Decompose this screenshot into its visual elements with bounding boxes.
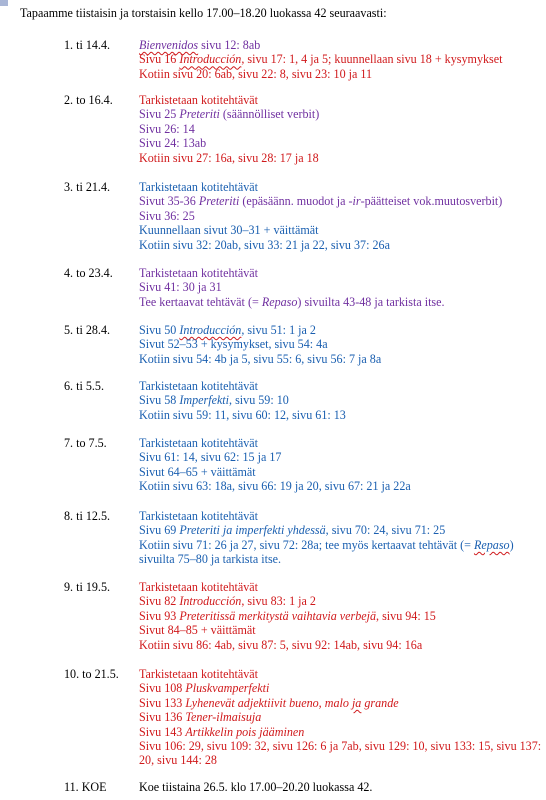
italic-term: Pluskvamperfekti <box>185 681 270 696</box>
task-text: Sivu 136 <box>139 710 186 725</box>
task-line <box>139 238 544 252</box>
session-tasks <box>139 323 544 366</box>
task-text: , sivu 51: 1 ja 2 <box>241 323 316 337</box>
task-text: Kotiin sivu 27: 16a, sivu 28: 17 ja 18 <box>139 150 319 165</box>
task-text: , sivu 94: 15 <box>376 608 436 623</box>
task-line <box>139 580 544 594</box>
task-text: Sivut 64–65 + väittämät <box>139 464 256 479</box>
task-text: Tarkistetaan kotitehtävät <box>139 436 259 450</box>
task-line <box>139 107 544 121</box>
task-text: (epäsäänn. muodot ja <box>239 194 349 209</box>
task-text: , sivu 70: 24, sivu 71: 25 <box>325 523 446 538</box>
task-line <box>139 379 544 393</box>
italic-term: grande <box>361 695 399 710</box>
task-text: Sivu 93 <box>139 608 180 623</box>
task-text: Sivu 61: 14, sivu 62: 15 ja 17 <box>139 450 282 465</box>
session-label: 6. ti 5.5. <box>64 379 104 393</box>
italic-term: Preteriti <box>179 107 220 122</box>
session-tasks <box>139 667 544 768</box>
task-line <box>139 151 544 165</box>
task-text: Sivu 106: 29, sivu 109: 32, sivu 126: 6 ja 7ab, sivu 129: 10, sivu 133: 15, sivu 137: 20, sivu 144: 28 <box>139 739 542 768</box>
session-tasks <box>139 436 544 494</box>
task-line <box>139 436 544 450</box>
task-line <box>139 609 544 623</box>
task-text: Kotiin sivu 54: 4b ja 5, sivu 55: 6, sivu 56: 7 ja 8a <box>139 351 382 366</box>
task-line <box>139 323 544 337</box>
task-line <box>139 509 544 523</box>
session-label: 8. ti 12.5. <box>64 509 111 523</box>
task-text: Sivu 143 <box>139 724 186 739</box>
session-label: 9. ti 19.5. <box>64 580 111 594</box>
task-line <box>139 696 544 710</box>
task-line <box>139 594 544 608</box>
session-tasks <box>139 180 544 252</box>
task-line <box>139 352 544 366</box>
task-text: Koe tiistaina 26.5. klo 17.00–20.20 luokassa 42. <box>139 780 373 794</box>
task-text: , sivu 17: 1, 4 ja 5; kuunnellaan sivu 18 + kysymykset <box>241 52 503 67</box>
task-line <box>139 408 544 422</box>
italic-term: Artikkelin pois jääminen <box>185 724 305 739</box>
session-tasks <box>139 266 544 309</box>
task-text: -päätteiset vok.muutosverbit) <box>360 194 503 209</box>
task-line <box>139 393 544 407</box>
italic-term: Lyhenevät adjektiivit bueno, malo <box>185 695 352 710</box>
session-label: 10. to 21.5. <box>64 667 119 681</box>
task-line <box>139 538 544 567</box>
session-tasks <box>139 509 544 567</box>
task-text: Sivu 133 <box>139 695 186 710</box>
task-text: ) sivuilta 43-48 ja tarkista itse. <box>297 294 445 309</box>
task-text: Kotiin sivu 32: 20ab, sivu 33: 21 ja 22, sivu 37: 26a <box>139 237 390 252</box>
task-line <box>139 93 544 107</box>
italic-term: ja <box>351 695 362 710</box>
italic-term: Preteriti ja imperfekti yhdessä <box>179 523 326 538</box>
task-text: Sivu 25 <box>139 107 180 122</box>
task-text: Sivu 16 <box>139 52 180 67</box>
task-text: Kotiin sivu 71: 26 ja 27, sivu 72: 28a; tee myös kertaavat tehtävät (= <box>139 537 474 552</box>
task-text: Sivu 69 <box>139 523 180 538</box>
italic-term: Introducción <box>179 52 242 67</box>
session-label: 4. to 23.4. <box>64 266 113 280</box>
task-line <box>139 280 544 294</box>
task-line <box>139 725 544 739</box>
task-text: Kotiin sivu 86: 4ab, sivu 87: 5, sivu 92: 14ab, sivu 94: 16a <box>139 637 423 652</box>
corner-marker <box>0 0 8 6</box>
task-text: Tarkistetaan kotitehtävät <box>139 509 259 523</box>
italic-term: Bienvenidos <box>139 38 199 52</box>
italic-term: Preteriti <box>198 194 240 209</box>
task-line <box>139 450 544 464</box>
task-line <box>139 337 544 351</box>
task-text: , sivu 59: 10 <box>229 393 289 408</box>
task-text: Sivu 108 <box>139 681 186 696</box>
task-text: Sivu 24: 13ab <box>139 136 207 151</box>
italic-term: Introducción <box>179 323 242 337</box>
task-text: Sivu 58 <box>139 393 180 408</box>
italic-term: -ir <box>348 194 361 209</box>
session-tasks <box>139 379 544 422</box>
task-text: Tarkistetaan kotitehtävät <box>139 266 259 280</box>
task-text: Tarkistetaan kotitehtävät <box>139 180 259 194</box>
task-line <box>139 52 544 66</box>
task-text: Tarkistetaan kotitehtävät <box>139 93 259 107</box>
session-label: 3. ti 21.4. <box>64 180 111 194</box>
task-line <box>139 681 544 695</box>
task-text: Tee kertaavat tehtävät (= <box>139 294 262 309</box>
task-text: Kotiin sivu 20: 6ab, sivu 22: 8, sivu 23: 10 ja 11 <box>139 66 373 81</box>
task-text: Kuunnellaan sivut 30–31 + väittämät <box>139 223 319 238</box>
task-text: Kotiin sivu 59: 11, sivu 60: 12, sivu 61: 13 <box>139 407 346 422</box>
task-text: Tarkistetaan kotitehtävät <box>139 379 259 393</box>
task-line <box>139 295 544 309</box>
task-line <box>139 465 544 479</box>
task-text: Tarkistetaan kotitehtävät <box>139 580 259 594</box>
task-line <box>139 523 544 537</box>
italic-term: Imperfekti <box>179 393 230 408</box>
session-label: 11. KOE <box>64 780 107 794</box>
task-text: Sivu 41: 30 ja 31 <box>139 280 222 295</box>
task-line <box>139 479 544 493</box>
task-line <box>139 194 544 208</box>
session-tasks <box>139 38 544 81</box>
italic-term: Tener-ilmaisuja <box>185 710 262 725</box>
task-text: Sivut 35-36 <box>139 194 199 209</box>
italic-term: Preteritissä merkitystä vaihtavia verbejä <box>179 608 377 623</box>
task-line <box>139 638 544 652</box>
task-text: Tarkistetaan kotitehtävät <box>139 667 259 681</box>
task-line <box>139 209 544 223</box>
page-heading: Tapaamme tiistaisin ja torstaisin kello 17.00–18.20 luokassa 42 seuraavasti: <box>20 6 387 20</box>
task-line <box>139 739 544 768</box>
task-line <box>139 136 544 150</box>
task-text: Sivut 84–85 + väittämät <box>139 623 256 638</box>
task-line <box>139 122 544 136</box>
task-text: sivu 12: 8ab <box>198 38 261 52</box>
task-text: (säännölliset verbit) <box>219 107 320 122</box>
task-text: Sivu 82 <box>139 594 180 609</box>
task-text: Sivu 50 <box>139 323 180 337</box>
task-text: , sivu 83: 1 ja 2 <box>241 594 316 609</box>
task-line <box>139 67 544 81</box>
session-tasks <box>139 580 544 652</box>
session-label: 5. ti 28.4. <box>64 323 111 337</box>
task-line <box>139 623 544 637</box>
session-label: 1. ti 14.4. <box>64 38 111 52</box>
session-label: 2. to 16.4. <box>64 93 113 107</box>
task-line <box>139 266 544 280</box>
task-line <box>139 667 544 681</box>
session-tasks <box>139 780 544 794</box>
task-text: ) sivuilta 75–80 ja tarkista itse. <box>139 537 514 567</box>
task-line <box>139 223 544 237</box>
italic-term: Repaso <box>261 294 298 309</box>
italic-term: Introducción <box>179 594 242 609</box>
task-text: Kotiin sivu 63: 18a, sivu 66: 19 ja 20, sivu 67: 21 ja 22a <box>139 479 411 494</box>
task-line <box>139 180 544 194</box>
session-tasks <box>139 93 544 165</box>
italic-term: Repaso <box>473 537 510 552</box>
session-label: 7. to 7.5. <box>64 436 107 450</box>
task-text: Sivu 36: 25 <box>139 208 195 223</box>
task-text: Sivu 26: 14 <box>139 121 195 136</box>
task-line <box>139 38 544 52</box>
task-line <box>139 710 544 724</box>
task-line <box>139 780 544 794</box>
task-text: Sivut 52–53 + kysymykset, sivu 54: 4a <box>139 337 328 352</box>
